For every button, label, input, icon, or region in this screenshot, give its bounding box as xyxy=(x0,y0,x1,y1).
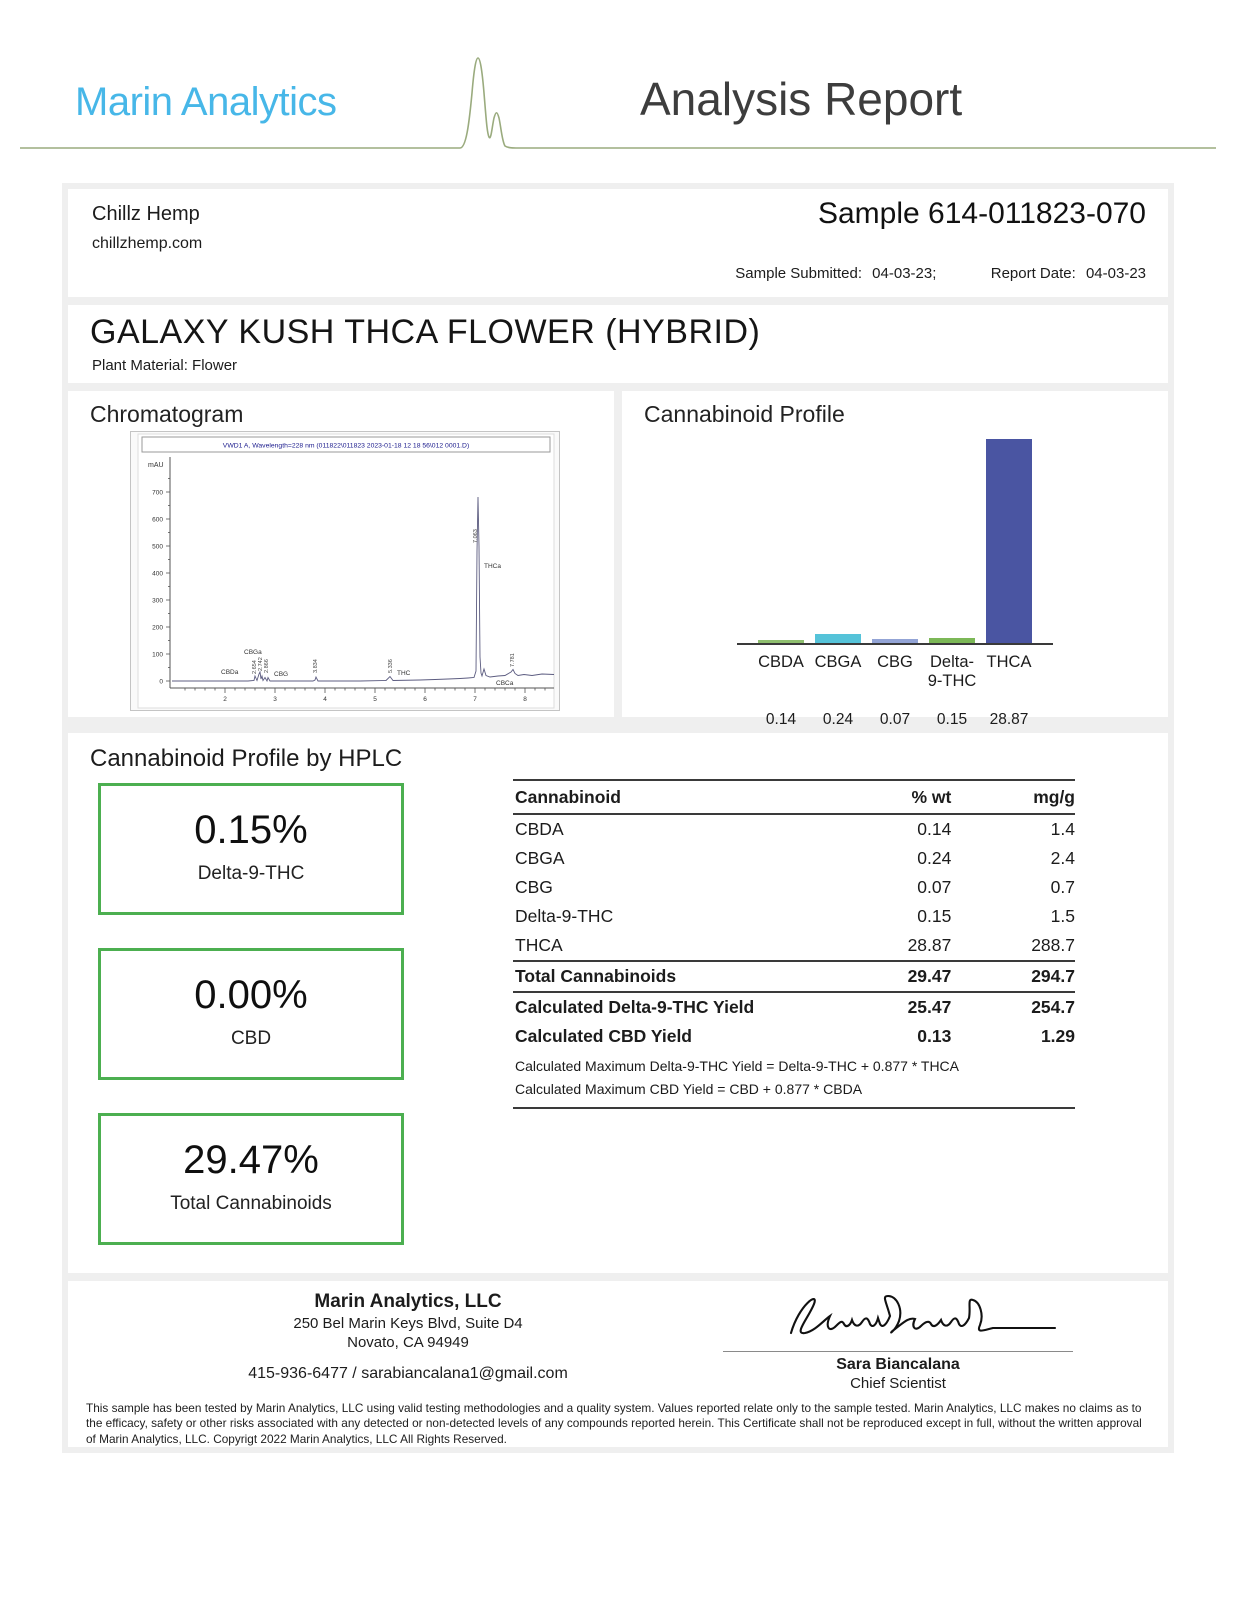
instrument-line: VWD1 A, Wavelength=228 nm (011822\011823 2023-01-18 12 18 56\012 0001.D) xyxy=(222,442,470,450)
result-label: Total Cannabinoids xyxy=(170,1193,332,1214)
col-header-cannabinoid: Cannabinoid xyxy=(513,780,816,814)
lab-address-line2: Novato, CA 94949 xyxy=(347,1334,469,1351)
hplc-section-card xyxy=(68,733,1168,1273)
cannabinoid-table xyxy=(513,779,1075,1051)
bar-value-labels xyxy=(737,691,1053,729)
table-header-row xyxy=(513,780,1075,814)
cell-pct: 0.13 xyxy=(917,1026,952,1046)
bar-category: CBDA xyxy=(758,653,804,671)
peak-rt: 2.866 xyxy=(264,659,270,673)
signer-title: Chief Scientist xyxy=(850,1375,946,1392)
cell-pct: 25.47 xyxy=(907,997,952,1017)
y-tick: 400 xyxy=(152,570,163,578)
cell-mg: 0.7 xyxy=(1050,877,1075,897)
report-date-label: Report Date: xyxy=(990,265,1076,282)
cell-name: Delta-9-THC xyxy=(515,906,614,926)
x-tick: 4 xyxy=(323,696,327,703)
peak-label: CBDa xyxy=(221,669,239,676)
cell-mg: 294.7 xyxy=(951,961,1075,992)
bar-category-labels xyxy=(737,645,1053,691)
chromatogram-peak-icon xyxy=(20,55,1216,150)
x-tick: 3 xyxy=(273,696,277,703)
product-title-card xyxy=(68,305,1168,383)
cell-pct: 29.47 xyxy=(816,961,951,992)
bar-value: 0.24 xyxy=(822,710,854,728)
y-tick: 600 xyxy=(152,516,163,524)
cell-name: CBG xyxy=(515,877,553,897)
result-label: Delta-9-THC xyxy=(197,863,305,884)
calc-cbd-yield-row xyxy=(513,1022,1075,1051)
result-box-total-cannabinoids xyxy=(98,1113,404,1245)
footnote-thc-yield: Calculated Maximum Delta-9-THC Yield = Delta-9-THC + 0.877 * THCA xyxy=(515,1058,960,1074)
bar-delta-9-thc xyxy=(929,638,975,643)
y-tick: 200 xyxy=(152,624,163,632)
cannabinoid-table-wrap xyxy=(513,779,1075,1109)
hplc-heading: Cannabinoid Profile by HPLC xyxy=(90,745,403,772)
col-header-mg-g: mg/g xyxy=(951,780,1075,814)
cell-pct: 0.15 xyxy=(917,906,952,926)
cell-pct: 0.14 xyxy=(917,819,952,839)
bar-value: 0.14 xyxy=(765,710,797,728)
result-label: CBD xyxy=(230,1028,272,1049)
peak-label: CBCa xyxy=(496,680,514,687)
cell-name: CBDA xyxy=(515,819,564,839)
client-website: chillzhemp.com xyxy=(92,235,203,252)
cell-name: Calculated CBD Yield xyxy=(515,1026,692,1046)
peak-label: THC xyxy=(397,670,411,677)
table-row xyxy=(513,844,1075,873)
peak-rt: 5.336 xyxy=(388,659,394,673)
plant-material: Plant Material: Flower xyxy=(92,357,238,374)
x-tick: 7 xyxy=(473,696,477,703)
peak-label: CBG xyxy=(274,671,289,678)
submitted-label: Sample Submitted: xyxy=(735,265,862,282)
result-box-cbd xyxy=(98,948,404,1080)
peak-rt: 2.742 xyxy=(258,657,264,671)
report-body xyxy=(62,183,1174,1453)
cell-mg: 2.4 xyxy=(1050,848,1075,868)
result-value: 0.15% xyxy=(194,808,308,852)
y-tick: 300 xyxy=(152,597,163,605)
x-tick: 5 xyxy=(373,696,377,703)
bar-category: CBG xyxy=(877,653,913,671)
col-header-pct-wt: % wt xyxy=(816,780,951,814)
bar-chart-plot-area xyxy=(737,439,1053,645)
cell-name: Total Cannabinoids xyxy=(513,961,816,992)
product-title: GALAXY KUSH THCA FLOWER (HYBRID) xyxy=(90,313,761,351)
submitted-value: 04-03-23; xyxy=(872,265,937,282)
y-tick: 100 xyxy=(152,651,163,659)
lab-phone-email: 415-936-6477 / sarabiancalana1@gmail.com xyxy=(248,1365,568,1382)
result-value: 0.00% xyxy=(194,973,308,1017)
cell-pct: 28.87 xyxy=(816,931,951,961)
cell-mg: 288.7 xyxy=(951,931,1075,961)
result-box-delta9thc xyxy=(98,783,404,915)
cell-name: Calculated Delta-9-THC Yield xyxy=(515,997,755,1017)
sample-dates xyxy=(729,265,1146,282)
cannabinoid-profile-chart xyxy=(737,439,1053,729)
cell-name: CBGA xyxy=(515,848,565,868)
bar-cbga xyxy=(815,634,861,643)
client-name: Chillz Hemp xyxy=(92,203,200,225)
calc-thc-yield-row xyxy=(513,992,1075,1022)
y-axis-label: mAU xyxy=(148,462,164,469)
lab-name: Marin Analytics, LLC xyxy=(314,1291,502,1312)
chromatogram-chart xyxy=(130,431,560,711)
bar-value: 0.15 xyxy=(936,710,968,728)
peak-label: CBGa xyxy=(244,649,262,656)
y-tick: 700 xyxy=(152,489,163,497)
cell-mg: 254.7 xyxy=(1031,997,1075,1017)
lab-contact-block xyxy=(188,1291,628,1383)
chromatogram-card xyxy=(68,391,614,717)
bar-thca xyxy=(986,439,1032,643)
report-date-value: 04-03-23 xyxy=(1085,265,1146,282)
signer-name: Sara Biancalana xyxy=(836,1356,960,1373)
bar-cbg xyxy=(872,639,918,643)
table-row xyxy=(513,902,1075,931)
sample-id: Sample 614-011823-070 xyxy=(817,197,1146,230)
x-tick: 6 xyxy=(423,696,427,703)
report-header xyxy=(0,0,1236,165)
cell-mg: 1.4 xyxy=(1050,819,1075,839)
peak-rt: 7.063 xyxy=(473,529,479,543)
cannabinoid-profile-heading: Cannabinoid Profile xyxy=(644,401,845,427)
signature-image xyxy=(783,1287,1063,1349)
page-title: Analysis Report xyxy=(640,73,963,125)
footnote-cbd-yield: Calculated Maximum CBD Yield = CBD + 0.877 * CBDA xyxy=(515,1081,863,1097)
table-row xyxy=(513,814,1075,844)
chromatogram-heading: Chromatogram xyxy=(90,401,244,427)
peak-rt: 3.834 xyxy=(313,659,319,673)
x-tick: 8 xyxy=(523,696,527,703)
table-row xyxy=(513,931,1075,961)
bar-cbda xyxy=(758,640,804,643)
bar-category: CBGA xyxy=(814,653,862,671)
y-tick: 500 xyxy=(152,543,163,551)
brand-logo-text: Marin Analytics xyxy=(75,80,337,124)
cell-pct: 0.07 xyxy=(917,877,952,897)
bar-value: 0.07 xyxy=(879,710,911,728)
footer-card xyxy=(68,1281,1168,1447)
cell-name: THCA xyxy=(513,931,816,961)
bar-category: Delta-9-THC xyxy=(927,653,977,690)
cannabinoid-profile-card xyxy=(622,391,1168,728)
result-value: 29.47% xyxy=(183,1138,319,1182)
disclaimer-text: This sample has been tested by Marin Analytics, LLC using valid testing methodologies and a quality system. Values reported relate only to the sample tested. Marin Analytics, LLC makes no claims as to the efficacy, safety or other risks associated with any detected or non-detected levels of any compounds reported herein. This Certificate shall not be reproduced except in full, without the written approval of Marin Analytics, LLC. Copyrigt 2022 Marin Analytics, LLC All Rights Reserved. xyxy=(86,1401,1142,1446)
lab-address-line1: 250 Bel Marin Keys Blvd, Suite D4 xyxy=(293,1315,523,1332)
cell-pct: 0.24 xyxy=(917,848,952,868)
cell-mg: 1.5 xyxy=(1050,906,1075,926)
x-tick: 2 xyxy=(223,696,227,703)
total-cannabinoids-row xyxy=(513,961,1075,992)
peak-label: THCa xyxy=(484,563,501,570)
y-tick: 0 xyxy=(159,678,163,686)
bar-value: 28.87 xyxy=(989,710,1029,728)
sample-info-card xyxy=(68,189,1168,297)
bar-category: THCA xyxy=(986,653,1032,671)
table-row xyxy=(513,873,1075,902)
peak-rt: 2.654 xyxy=(252,660,258,674)
cell-mg: 1.29 xyxy=(1040,1026,1075,1046)
signature-line xyxy=(723,1351,1073,1352)
peak-rt: 7.781 xyxy=(510,653,516,667)
